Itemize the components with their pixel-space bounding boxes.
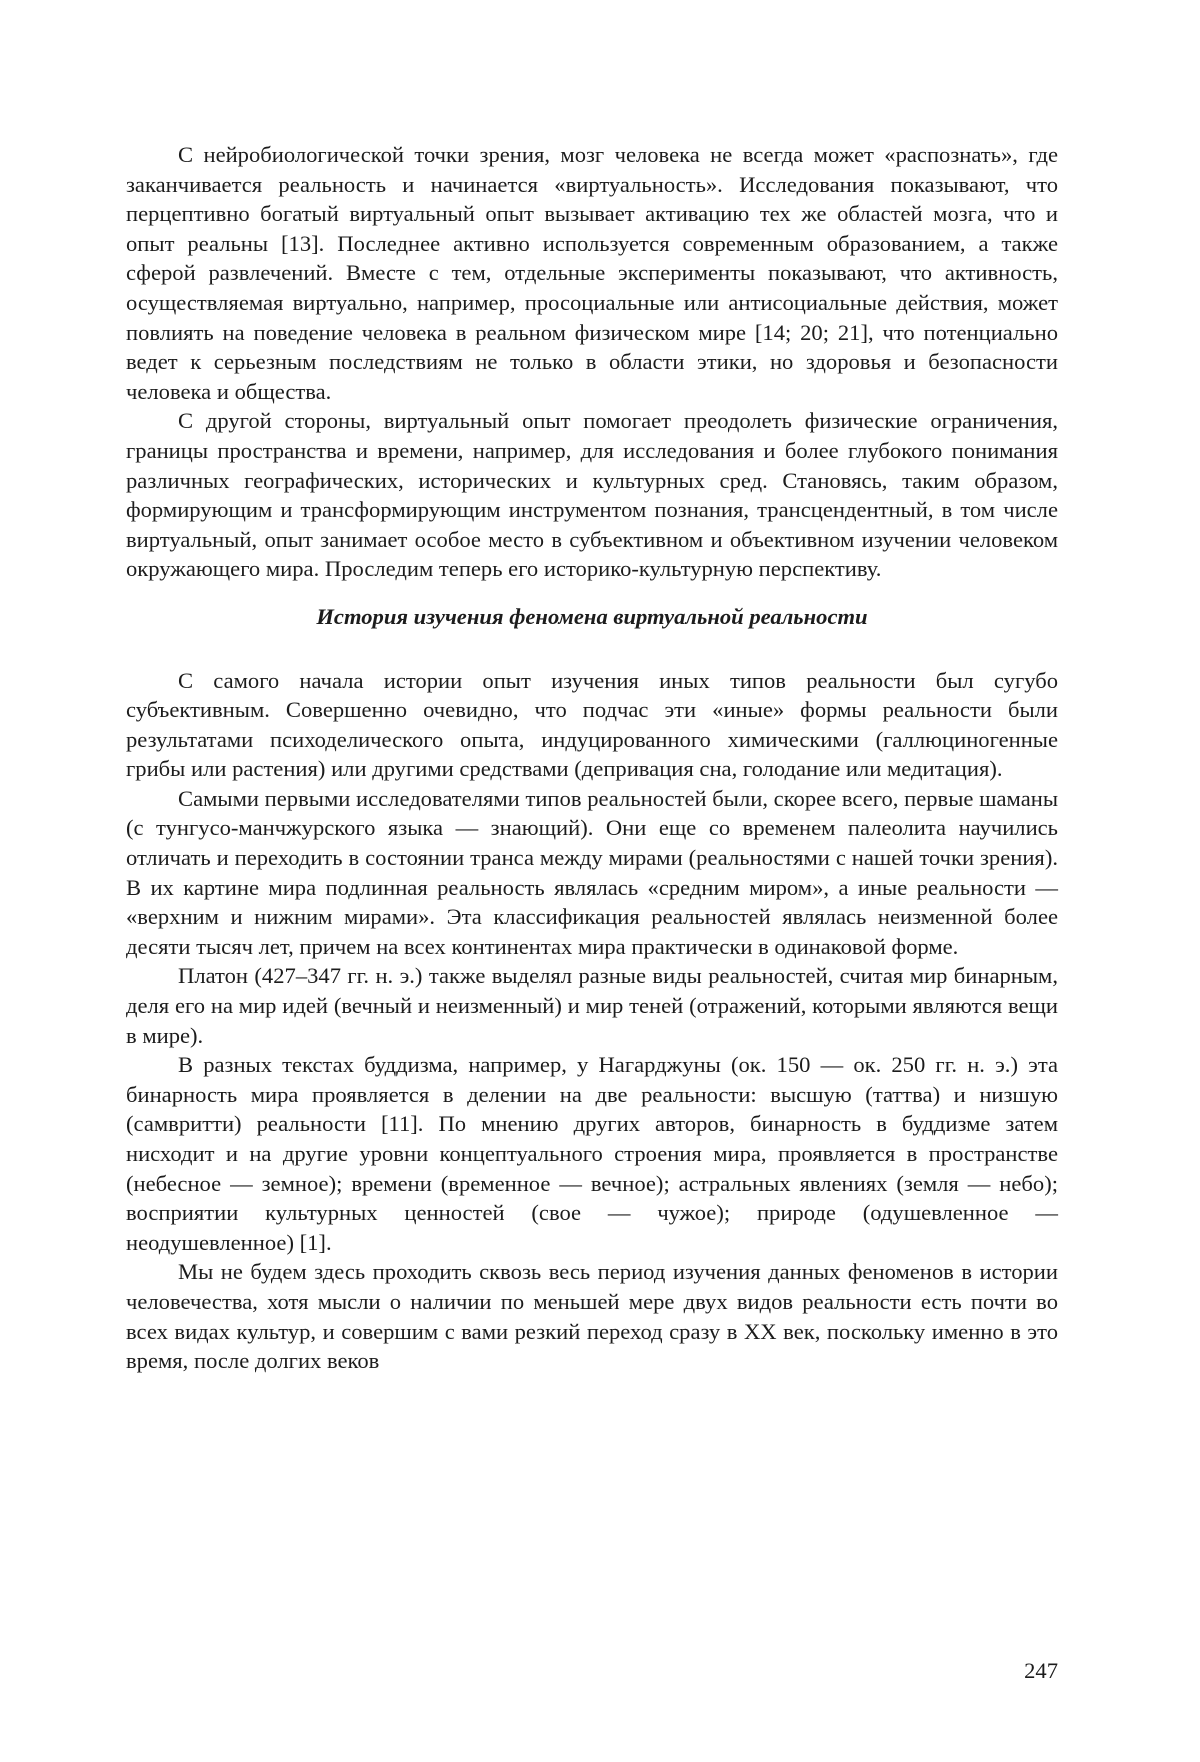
page-number: 247 [1024,1658,1058,1683]
paragraph: С нейробиологической точки зрения, мозг человека не всегда может «распознать», где заканчивается реальность и начинается «виртуальность». Исследования показывают, что перцептивно богатый виртуальный опыт вызывает активацию тех же областей мозга, что и опыт реальны [13]. Последнее активно используется современным образованием, а также сферой развлечений. Вместе с тем, отдельные эксперименты показывают, что активность, осуществляемая виртуально, например, просоциальные или антисоциальные действия, может повлиять на поведение человека в реальном физическом мире [14; 20; 21], что потенциально ведет к серьезным последствиям не только в области этики, но здоровья и безопасности человека и общества. [126,142,1058,404]
paragraph: Самыми первыми исследователями типов реальностей были, скорее всего, первые шаманы (с тунгусо-манчжурского языка — знающий). Они еще со временем палеолита научились отличать и переходить в состоянии транса между мирами (реальностями с нашей точки зрения). В их картине мира подлинная реальность являлась «средним миром», а иные реальности — «верхним и нижним мирами». Эта классификация реальностей являлась неизменной более десяти тысяч лет, причем на всех континентах мира практически в одинаковой форме. [126,785,1058,959]
paragraph: С самого начала истории опыт изучения иных типов реальности был сугубо субъективным. Совершенно очевидно, что подчас эти «иные» формы реальности были результатами психоделического опыта, индуцированного химическими (галлюциногенные грибы или растения) или другими средствами (депривация сна, голодание или медитация). [126,667,1058,782]
paragraph: С другой стороны, виртуальный опыт помогает преодолеть физические ограничения, границы пространства и времени, например, для исследования и более глубокого понимания различных географических, исторических и культурных сред. Становясь, таким образом, формирующим и трансформирующим инструментом познания, трансцендентный, в том числе виртуальный, опыт занимает особое место в субъективном и объективном изучении человеком окружающего мира. Проследим теперь его историко-культурную перспективу. [126,408,1058,582]
paragraph: Мы не будем здесь проходить сквозь весь период изучения данных феноменов в истории человечества, хотя мысли о наличии по меньшей мере двух видов реальности есть почти во всех видах культур, и совершим с вами резкий переход сразу в XX век, поскольку именно в это время, после долгих веков [126,1259,1058,1374]
paragraph: В разных текстах буддизма, например, у Нагарджуны (ок. 150 — ок. 250 гг. н. э.) эта бинарность мира проявляется в делении на две реальности: высшую (таттва) и низшую (самвритти) реальности [11]. По мнению других авторов, бинарность в буддизме затем нисходит и на другие уровни концептуального строения мира, проявляется в пространстве (небесное — земное); времени (временное — вечное); астральных явлениях (земля — небо); восприятии культурных ценностей (свое — чужое); природе (одушевленное — неодушевленное) [1]. [126,1052,1058,1255]
section-heading: История изучения феномена виртуальной реальности [316,603,868,629]
paragraph: Платон (427–347 гг. н. э.) также выделял разные виды реальностей, считая мир бинарным, деля его на мир идей (вечный и неизменный) и мир теней (отражений, которыми являются вещи в мире). [126,963,1058,1048]
body-text [126,140,1058,1376]
